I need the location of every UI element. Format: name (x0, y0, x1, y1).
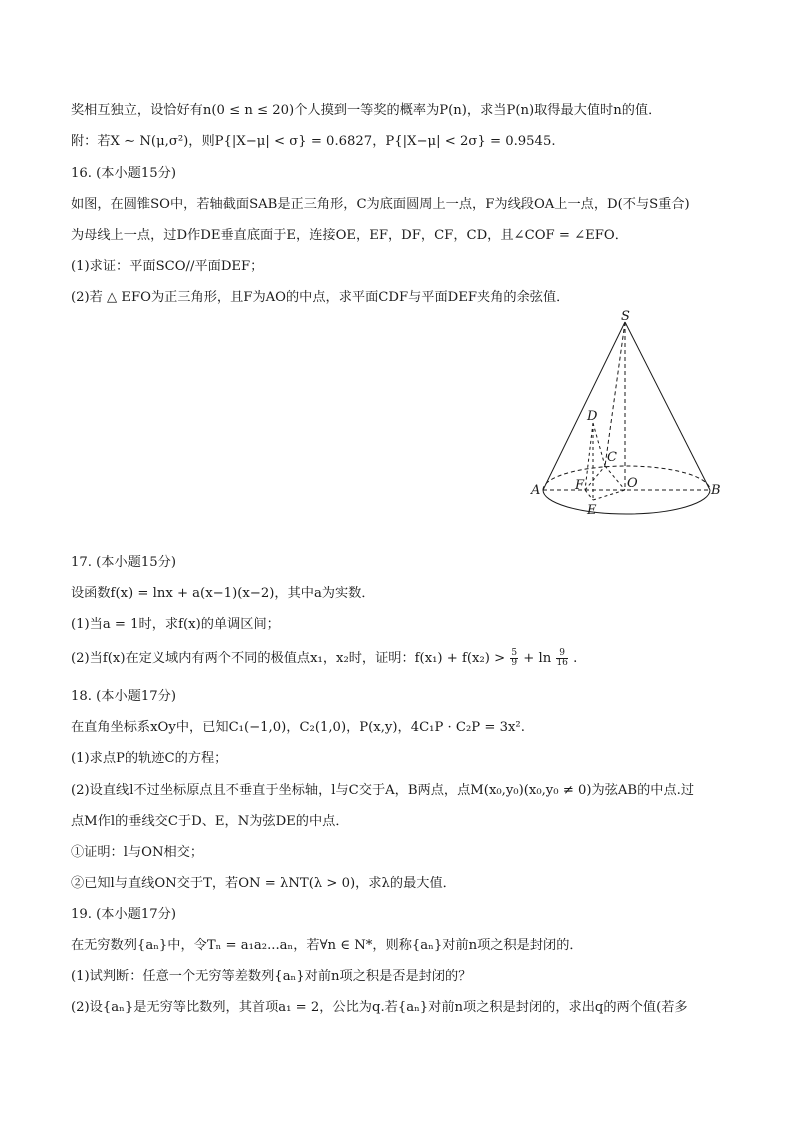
text-segment: (2)当f(x)在定义域内有两个不同的极值点x₁，x₂时，证明：f(x₁) + f(x₂) > (71, 651, 506, 666)
text-line: 点M作l的垂线交C于D、E，N为弦DE的中点． (71, 814, 349, 829)
text-line: (2)设直线l不过坐标原点且不垂直于坐标轴，l与C交于A，B两点，点M(x₀,y₀)(x₀,y₀ ≠ 0)为弦AB的中点.过 (71, 783, 695, 798)
fraction-denominator: 16 (556, 658, 568, 668)
cone-figure (525, 308, 745, 523)
label-F: F (575, 478, 585, 493)
label-E: E (587, 503, 597, 518)
text-line: (1)当a = 1时，求f(x)的单调区间； (71, 617, 280, 632)
text-line: (1)试判断：任意一个无穷等差数列{aₙ}对前n项之积是否是封闭的？ (71, 969, 472, 984)
fraction (556, 649, 567, 668)
fraction-numerator: 9 (556, 649, 567, 659)
text-line: (2)设{aₙ}是无穷等比数列，其首项a₁ = 2，公比为q.若{aₙ}对前n项之积是封闭的，求出q的两个值(若多 (71, 1000, 688, 1015)
question-16-header: 16. (本小题15分) (71, 166, 176, 181)
question-18-header: 18. (本小题17分) (71, 689, 176, 704)
text-line (71, 649, 577, 669)
text-line: 奖相互独立，设恰好有n(0 ≤ n ≤ 20)个人摸到一等奖的概率为P(n)，求当P(n)取得最大值时n的值． (71, 103, 662, 118)
text-line: 如图，在圆锥SO中，若轴截面SAB是正三角形，C为底面圆周上一点，F为线段OA上一点，D(不与S重合) (71, 197, 690, 212)
text-line: 在直角坐标系xOy中，已知C₁(−1,0)，C₂(1,0)，P(x,y)，4C₁P · C₂P = 3x². (71, 720, 525, 735)
text-line: ①证明：l与ON相交； (71, 845, 204, 860)
text-line: 设函数f(x) = lnx + a(x−1)(x−2)，其中a为实数． (71, 586, 375, 601)
label-B: B (711, 483, 721, 498)
text-segment: . (573, 651, 578, 666)
text-line: (1)求点P的轨迹C的方程； (71, 751, 228, 766)
fraction (510, 649, 518, 668)
text-line: (2)若 △ EFO为正三角形，且F为AO的中点，求平面CDF与平面DEF夹角的余弦值． (71, 290, 570, 305)
fraction-denominator: 9 (511, 658, 518, 668)
label-D: D (587, 409, 598, 424)
text-line: ②已知l与直线ON交于T，若ON = λNT(λ > 0)，求λ的最大值． (71, 876, 456, 891)
text-line: 在无穷数列{aₙ}中，令Tₙ = a₁a₂...aₙ，若∀n ∈ N*，则称{aₙ}对前n项之积是封闭的． (71, 938, 583, 953)
text-line: 为母线上一点，过D作DE垂直底面于E，连接OE，EF，DF，CF，CD，且∠COF = ∠EFO． (71, 228, 628, 243)
question-17-header: 17. (本小题15分) (71, 555, 176, 570)
question-19-header: 19. (本小题17分) (71, 907, 176, 922)
text-line: (1)求证：平面SCO//平面DEF； (71, 259, 264, 274)
text-segment: + ln (523, 651, 552, 666)
text-line: 附：若X ∼ N(μ,σ²)，则P{|X−μ| < σ} = 0.6827，P{|X−μ| < 2σ} = 0.9545. (71, 134, 556, 149)
label-O: O (627, 476, 638, 491)
label-C: C (607, 450, 617, 465)
fraction-numerator: 5 (511, 648, 518, 658)
label-A: A (531, 483, 541, 498)
label-S: S (621, 309, 630, 324)
